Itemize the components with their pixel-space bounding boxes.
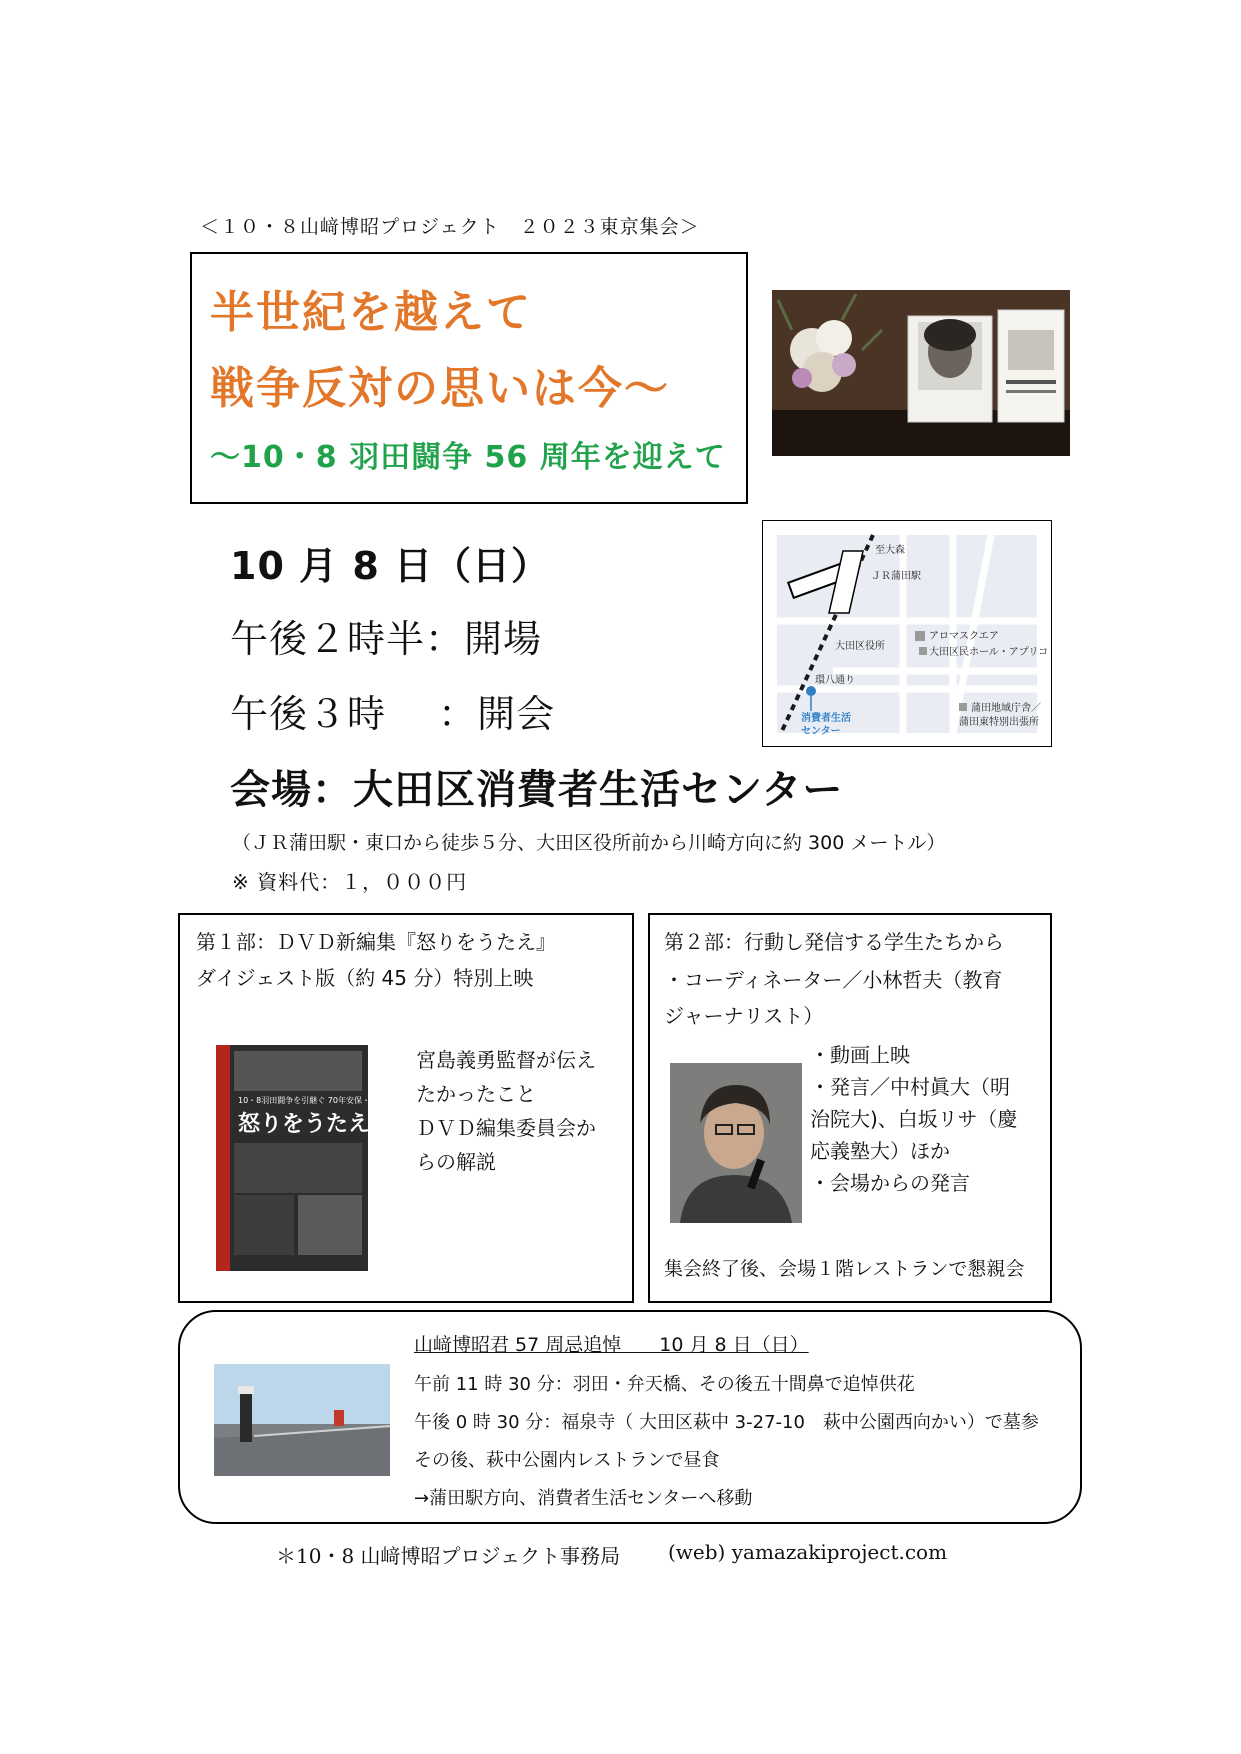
memorial-heading: 山﨑博昭君 57 周忌追悼 10 月 8 日（日） bbox=[414, 1334, 809, 1356]
map-label-north: 至大森 bbox=[875, 545, 905, 556]
part2-coordinator-cont: ジャーナリスト） bbox=[664, 1004, 824, 1028]
access-map bbox=[762, 520, 1052, 747]
part1-title: 第１部：ＤＶＤ新編集『怒りをうたえ』 bbox=[196, 930, 556, 954]
part1-description bbox=[416, 1043, 596, 1179]
map-label-hall: 大田区民ホール・アプリコ bbox=[929, 647, 1049, 658]
event-date: 10 月 8 日（日） bbox=[230, 544, 551, 588]
admission-fee: ※ 資料代：１，０００円 bbox=[232, 870, 468, 894]
dvd-cover-image bbox=[216, 1045, 448, 1271]
part1-subtitle: ダイジェスト版（約 45 分）特別上映 bbox=[196, 966, 534, 990]
part1-desc-line: らの解説 bbox=[416, 1150, 496, 1174]
part2-coordinator: ・コーディネーター／小林哲夫（教育 bbox=[664, 968, 1003, 992]
access-directions: （ＪＲ蒲田駅・東口から徒歩５分、大田区役所前から川崎方向に約 300 メートル） bbox=[232, 832, 946, 854]
map-label-center-2: センター bbox=[801, 726, 841, 737]
dvd-title: 怒りをうたえ bbox=[238, 1112, 371, 1137]
memorial-portrait-photo bbox=[772, 290, 1070, 456]
part2-title: 第２部：行動し発信する学生たちから bbox=[664, 930, 1004, 954]
part2-item: 治院大)、白坂リサ（慶 bbox=[810, 1107, 1018, 1131]
part2-reception-note: 集会終了後、会場１階レストランで懇親会 bbox=[664, 1258, 1025, 1280]
title-line-2: 戦争反対の思いは今～ bbox=[210, 363, 670, 414]
event-series-label: ＜１０・８山﨑博昭プロジェクト ２０２３東京集会＞ bbox=[200, 216, 700, 238]
part1-desc-line: 宮島義勇監督が伝え bbox=[416, 1048, 596, 1072]
doors-open-time: 午後２時半：開場 bbox=[230, 617, 543, 661]
memorial-line: 午前 11 時 30 分：羽田・弁天橋、その後五十間鼻で追悼供花 bbox=[414, 1374, 915, 1395]
memorial-line: 午後 0 時 30 分：福泉寺（ 大田区萩中 3-27-10 萩中公園西向かい）で墓参 bbox=[414, 1412, 1039, 1433]
part1-panel bbox=[178, 913, 634, 1303]
benten-bridge-photo bbox=[214, 1364, 390, 1476]
speaker-photo bbox=[670, 1063, 802, 1223]
memorial-panel bbox=[178, 1310, 1082, 1524]
part2-panel bbox=[648, 913, 1052, 1303]
memorial-line: →蒲田駅方向、消費者生活センターへ移動 bbox=[414, 1488, 753, 1509]
part1-desc-line: ＤＶＤ編集委員会か bbox=[416, 1116, 596, 1140]
part2-items bbox=[810, 1039, 1017, 1199]
map-label-kanpachi: 環八通り bbox=[815, 675, 855, 686]
website-link[interactable]: (web) yamazakiproject.com bbox=[668, 1540, 948, 1564]
project-office: ＊10・8 山﨑博昭プロジェクト事務局 bbox=[276, 1544, 621, 1568]
map-label-branch-2: 蒲田東特別出張所 bbox=[959, 717, 1039, 728]
part1-desc-line: たかったこと bbox=[416, 1082, 536, 1106]
map-label-center-1: 消費者生活 bbox=[801, 713, 851, 724]
dvd-tagline: 10・8羽田闘争を引継ぐ 70年安保・沖縄闘争が いま蘇る! bbox=[238, 1096, 448, 1105]
part2-item: ・動画上映 bbox=[810, 1043, 910, 1067]
map-label-city-office: 大田区役所 bbox=[835, 641, 885, 652]
memorial-line: その後、萩中公園内レストランで昼食 bbox=[414, 1450, 720, 1471]
start-time: 午後３時 ：開会 bbox=[230, 692, 556, 736]
title-line-1: 半世紀を越えて bbox=[210, 287, 532, 338]
title-subtitle: ～10・8 羽田闘争 56 周年を迎えて bbox=[210, 440, 726, 475]
venue: 会場：大田区消費者生活センター bbox=[230, 767, 844, 813]
part2-item: 応義塾大）ほか bbox=[810, 1139, 950, 1163]
part2-item: ・発言／中村眞大（明 bbox=[810, 1075, 1010, 1099]
map-label-branch-1: 蒲田地域庁舎／ bbox=[971, 703, 1041, 714]
title-box bbox=[190, 252, 748, 504]
map-label-aroma: アロマスクエア bbox=[929, 631, 999, 642]
map-label-station: ＪＲ蒲田駅 bbox=[871, 571, 921, 582]
part2-item: ・会場からの発言 bbox=[810, 1171, 970, 1195]
